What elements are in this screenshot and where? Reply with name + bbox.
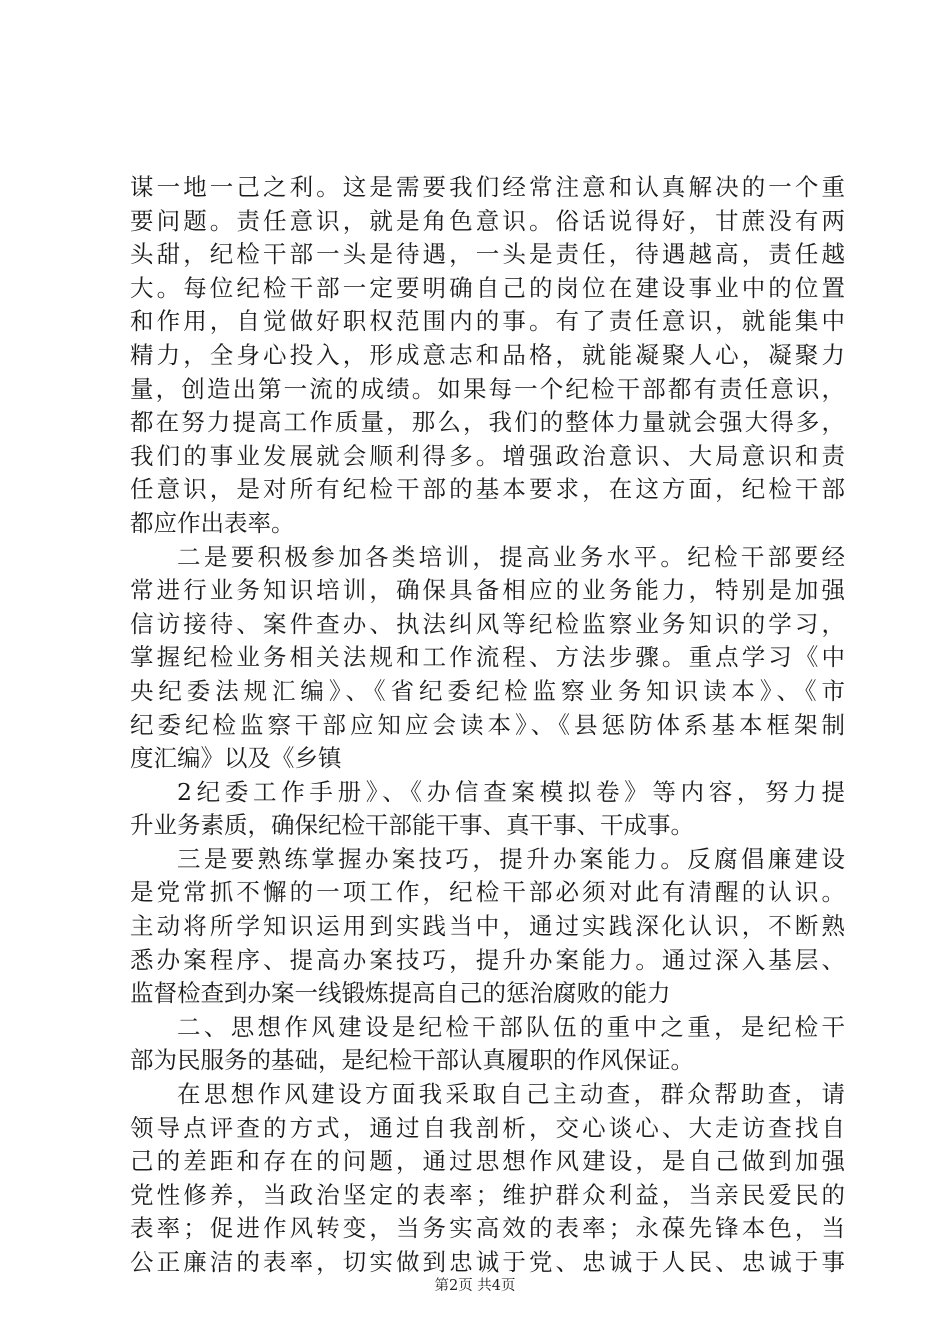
text-line: 升业务素质，确保纪检干部能干事、真干事、干成事。: [130, 811, 694, 840]
text-line: 谋一地一己之利。这是需要我们经常注意和认真解决的一个重: [130, 173, 845, 201]
text-line: 都在努力提高工作质量，那么，我们的整体力量就会强大得多，: [130, 408, 845, 437]
text-line: 度汇编》以及《乡镇: [130, 744, 342, 773]
text-line: 己的差距和存在的问题，通过思想作风建设，是自己做到加强: [130, 1147, 845, 1176]
text-line: 常进行业务知识培训，确保具备相应的业务能力，特别是加强: [130, 576, 845, 605]
text-line: 公正廉洁的表率，切实做到忠诚于党、忠诚于人民、忠诚于事: [130, 1248, 845, 1276]
text-line: 部为民服务的基础，是纪检干部认真履职的作风保证。: [130, 1046, 694, 1075]
text-line: 纪委纪检监察干部应知应会读本》、《县惩防体系基本框架制: [130, 710, 845, 739]
paragraph-start-line: 二、思想作风建设是纪检干部队伍的重中之重，是纪检干: [177, 1012, 845, 1041]
text-line: 信访接待、案件查办、执法纠风等纪检监察业务知识的学习，: [130, 609, 845, 638]
page-number-footer: 第2页 共4页: [434, 1278, 516, 1294]
text-line: 是党常抓不懈的一项工作，纪检干部必须对此有清醒的认识。: [130, 878, 845, 907]
text-line: 都应作出表率。: [130, 508, 295, 537]
text-line: 和作用，自觉做好职权范围内的事。有了责任意识，就能集中: [130, 307, 845, 336]
text-line: 我们的事业发展就会顺利得多。增强政治意识、大局意识和责: [130, 441, 845, 470]
text-line: 主动将所学知识运用到实践当中，通过实践深化认识，不断熟: [130, 912, 845, 941]
text-line: 党性修养，当政治坚定的表率；维护群众利益，当亲民爱民的: [130, 1180, 845, 1209]
text-line: 要问题。责任意识，就是角色意识。俗话说得好，甘蔗没有两: [130, 206, 845, 235]
document-body: [130, 171, 845, 1280]
text-line: 央纪委法规汇编》、《省纪委纪检监察业务知识读本》、《市: [130, 676, 845, 705]
text-line: 任意识，是对所有纪检干部的基本要求，在这方面，纪检干部: [130, 475, 845, 504]
paragraph-start-line: 二是要积极参加各类培训，提高业务水平。纪检干部要经: [177, 542, 845, 571]
text-line: 量，创造出第一流的成绩。如果每一个纪检干部都有责任意识，: [130, 374, 845, 403]
text-line: 大。每位纪检干部一定要明确自己的岗位在建设事业中的位置: [130, 273, 845, 302]
text-line: 领导点评查的方式，通过自我剖析，交心谈心、大走访查找自: [130, 1113, 845, 1142]
text-line: 头甜，纪检干部一头是待遇，一头是责任，待遇越高，责任越: [130, 240, 845, 269]
text-line: 掌握纪检业务相关法规和工作流程、方法步骤。重点学习《中: [130, 643, 845, 672]
paragraph-start-line: 三是要熟练掌握办案技巧，提升办案能力。反腐倡廉建设: [177, 844, 845, 873]
paragraph-start-line: 在思想作风建设方面我采取自己主动查，群众帮助查，请: [177, 1080, 845, 1109]
paragraph-start-line: 2纪委工作手册》、《办信查案模拟卷》等内容，努力提: [177, 777, 845, 806]
text-line: 精力，全身心投入，形成意志和品格，就能凝聚人心，凝聚力: [130, 340, 845, 369]
text-line: 表率；促进作风转变，当务实高效的表率；永葆先锋本色，当: [130, 1214, 845, 1243]
text-line: 监督检查到办案一线锻炼提高自己的惩治腐败的能力: [130, 979, 671, 1008]
text-line: 悉办案程序、提高办案技巧，提升办案能力。通过深入基层、: [130, 945, 845, 974]
